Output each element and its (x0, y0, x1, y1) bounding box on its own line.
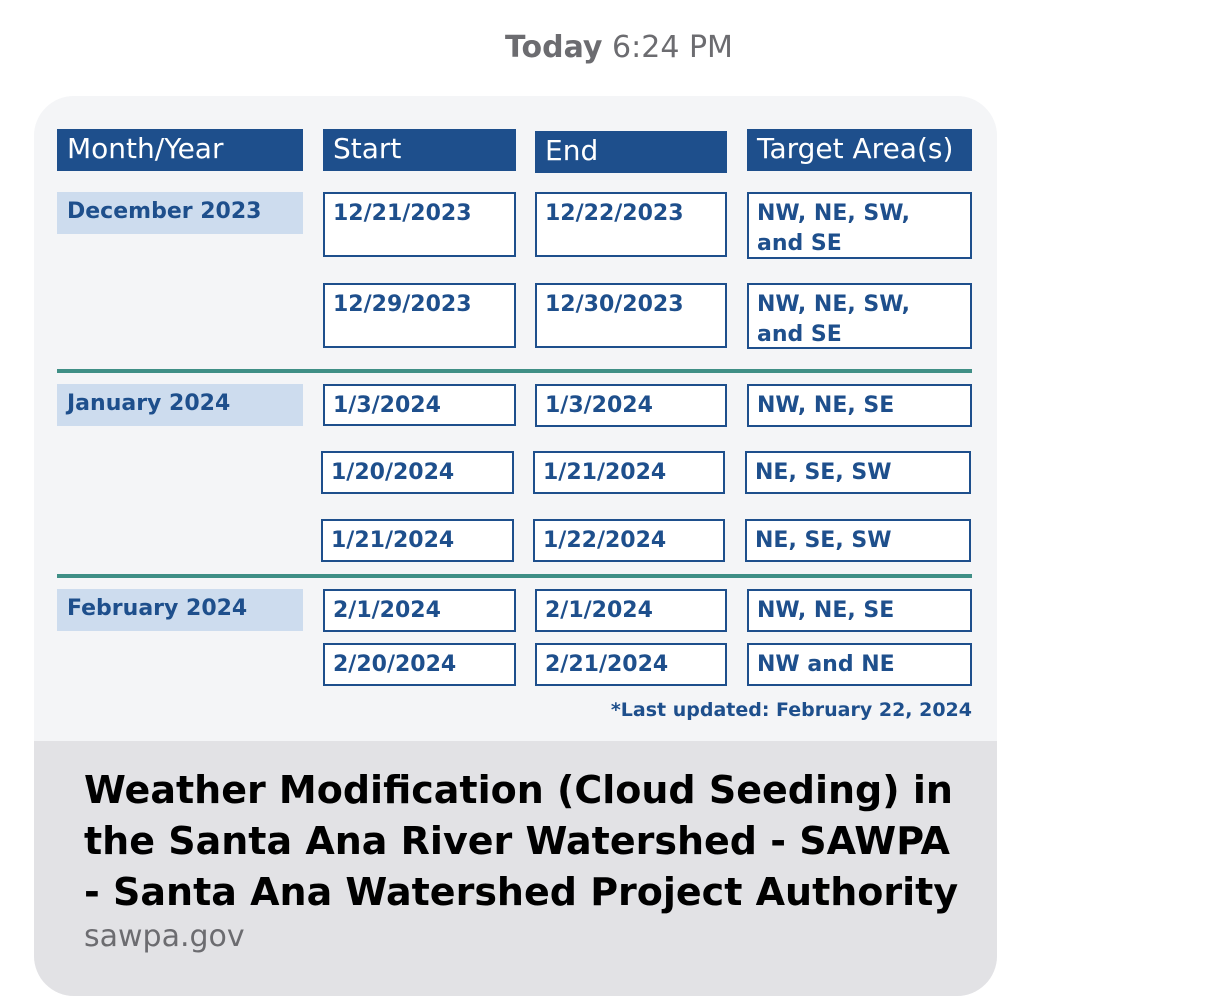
start-date-cell: 1/21/2024 (321, 519, 514, 562)
end-date-cell: 1/22/2024 (533, 519, 725, 562)
preview-image[interactable] (34, 96, 997, 741)
end-date-cell: 12/22/2023 (535, 192, 727, 257)
target-area-cell: NW, NE, SW, and SE (747, 283, 972, 349)
header-target-areas: Target Area(s) (747, 129, 972, 171)
target-area-cell: NW, NE, SW, and SE (747, 192, 972, 259)
end-date-cell: 2/21/2024 (535, 643, 727, 686)
end-date-cell: 1/21/2024 (533, 451, 725, 494)
target-area-cell: NW, NE, SE (747, 384, 972, 427)
start-date-cell: 1/20/2024 (321, 451, 514, 494)
start-date-cell: 12/21/2023 (323, 192, 516, 257)
start-date-cell: 1/3/2024 (323, 384, 516, 426)
link-preview-bubble[interactable] (34, 96, 997, 996)
month-label: February 2024 (57, 589, 303, 631)
month-label: December 2023 (57, 192, 303, 234)
end-date-cell: 12/30/2023 (535, 283, 727, 348)
link-title[interactable]: Weather Modification (Cloud Seeding) in the Santa Ana River Watershed - SAWPA - Santa Ana Watershed Project Authority (84, 768, 959, 914)
header-end: End (535, 131, 727, 173)
end-date-cell: 1/3/2024 (535, 384, 727, 427)
group-divider (57, 369, 972, 373)
month-label: January 2024 (57, 384, 303, 426)
link-domain: sawpa.gov (84, 919, 245, 954)
start-date-cell: 2/20/2024 (323, 643, 516, 686)
group-divider (57, 574, 972, 578)
start-date-cell: 2/1/2024 (323, 589, 516, 632)
target-area-cell: NW and NE (747, 643, 972, 686)
start-date-cell: 12/29/2023 (323, 283, 516, 348)
last-updated-note: *Last updated: February 22, 2024 (610, 699, 972, 721)
message-timestamp (0, 30, 1224, 65)
link-caption[interactable] (34, 741, 997, 996)
header-month-year: Month/Year (57, 129, 303, 171)
target-area-cell: NE, SE, SW (745, 519, 971, 562)
end-date-cell: 2/1/2024 (535, 589, 727, 632)
target-area-cell: NW, NE, SE (747, 589, 972, 632)
timestamp-day: Today (505, 30, 603, 65)
header-start: Start (323, 129, 516, 171)
timestamp-time: 6:24 PM (612, 30, 733, 65)
target-area-cell: NE, SE, SW (745, 451, 971, 494)
